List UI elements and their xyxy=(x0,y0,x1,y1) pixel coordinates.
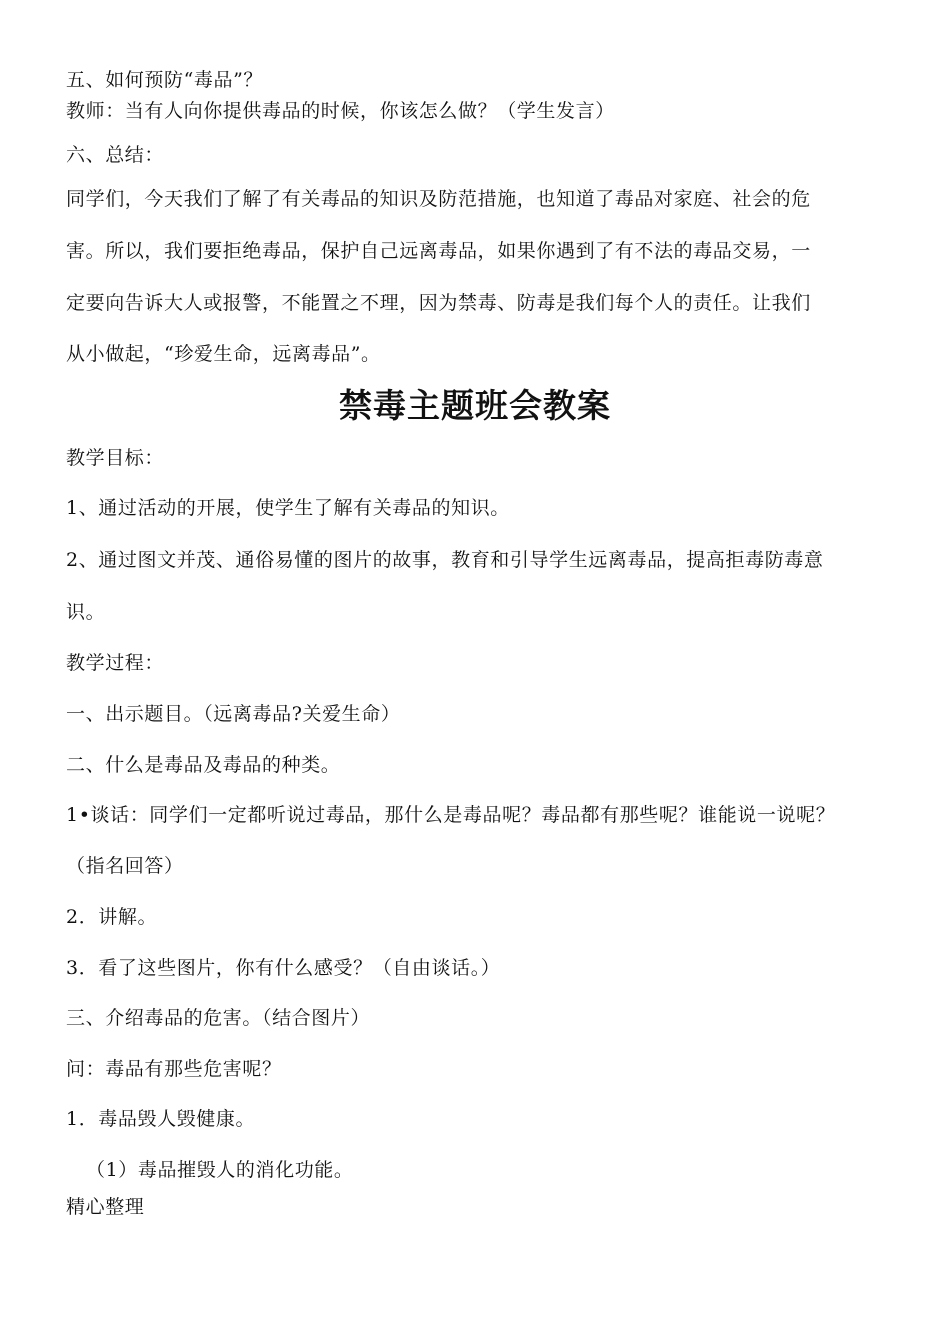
harm-1-1: （1）毒品摧毁人的消化功能。 xyxy=(86,1159,354,1181)
step-2-1-line-2: （指名回答） xyxy=(66,855,184,877)
footer-note: 精心整理 xyxy=(66,1196,145,1218)
section6-heading: 六、总结： xyxy=(66,144,165,166)
goals-heading: 教学目标： xyxy=(66,447,165,469)
step-3: 三、介绍毒品的危害。（结合图片） xyxy=(66,1007,371,1029)
section5-heading: 五、如何预防“毒品”？ xyxy=(66,69,264,91)
goal-1: 1、通过活动的开展，使学生了解有关毒品的知识。 xyxy=(66,497,510,519)
goal-2-line-1: 2、通过图文并茂、通俗易懂的图片的故事，教育和引导学生远离毒品，提高拒毒防毒意 xyxy=(66,549,824,571)
harm-1: 1．毒品毁人毁健康。 xyxy=(66,1108,256,1130)
process-heading: 教学过程： xyxy=(66,652,165,674)
summary-line-1: 同学们，今天我们了解了有关毒品的知识及防范措施，也知道了毒品对家庭、社会的危 xyxy=(66,188,811,210)
summary-line-3: 定要向告诉大人或报警，不能置之不理，因为禁毒、防毒是我们每个人的责任。让我们 xyxy=(66,292,811,314)
step-2-2: 2．讲解。 xyxy=(66,906,158,928)
step-1: 一、出示题目。（远离毒品?关爱生命） xyxy=(66,703,401,725)
summary-line-4: 从小做起，“珍爱生命，远离毒品”。 xyxy=(66,343,381,365)
document-title: 禁毒主题班会教案 xyxy=(339,386,611,425)
teacher-question: 教师：当有人向你提供毒品的时候，你该怎么做？（学生发言） xyxy=(66,100,615,122)
summary-line-2: 害。所以，我们要拒绝毒品，保护自己远离毒品，如果你遇到了有不法的毒品交易，一 xyxy=(66,240,811,262)
goal-2-line-2: 识。 xyxy=(66,601,106,623)
harm-question: 问：毒品有那些危害呢？ xyxy=(66,1058,282,1080)
step-2-1-line-1: 1•谈话：同学们一定都听说过毒品，那什么是毒品呢？毒品都有那些呢？谁能说一说呢？ xyxy=(66,804,836,826)
step-2-3: 3．看了这些图片，你有什么感受？（自由谈话。） xyxy=(66,957,501,979)
step-2: 二、什么是毒品及毒品的种类。 xyxy=(66,754,341,776)
